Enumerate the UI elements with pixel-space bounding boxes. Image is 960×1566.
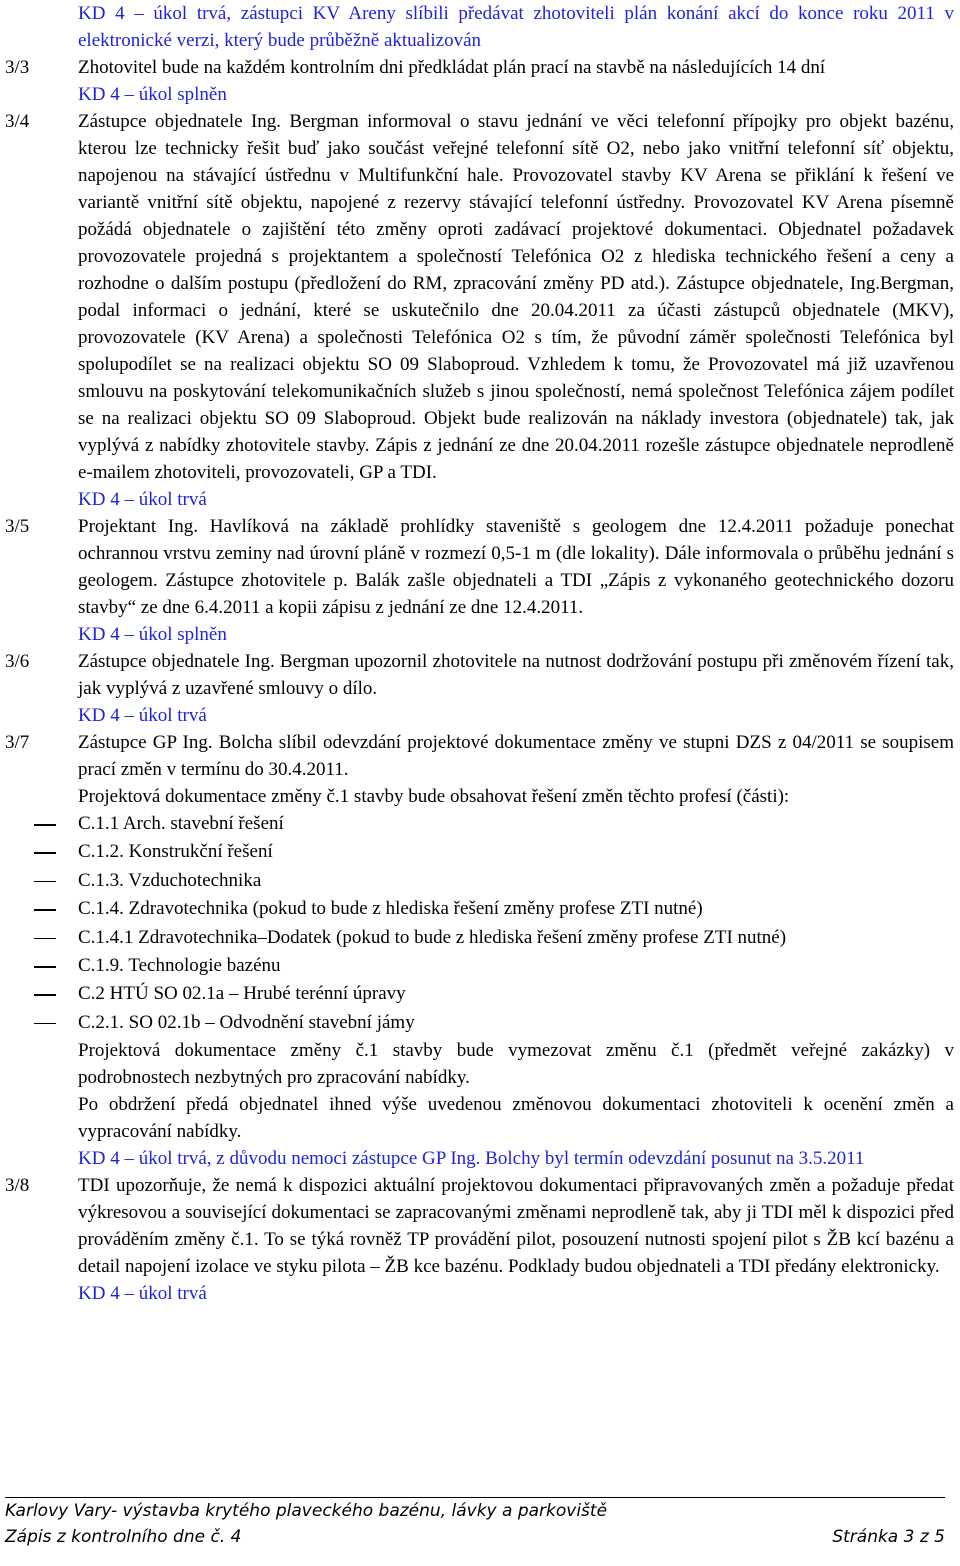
dash-bullet xyxy=(34,938,56,940)
item-3-7 xyxy=(0,729,960,810)
list-item: C.1.2. Konstrukční řešení xyxy=(0,838,960,866)
status-note: KD 4 – úkol splněn xyxy=(78,84,227,105)
item-3-7-continued xyxy=(0,1037,960,1172)
footer-project-title: Karlovy Vary- výstavba krytého plaveckého bazénu, lávky a parkoviště xyxy=(5,1501,608,1521)
dash-bullet xyxy=(34,824,56,826)
item-text: Zhotovitel bude na každém kontrolním dni předkládat plán prací na stavbě na následujících 14 dní xyxy=(78,57,826,78)
page-footer xyxy=(5,1497,945,1550)
item-text: Zástupce objednatele Ing. Bergman informoval o stavu jednání ve věci telefonní přípojky pro objekt bazénu, kterou lze technicky řešit buď jako součást veřejné telefonní sítě O2, nebo jako vnitřní telefonní síť objektu, napojenou na stávající ústřednu v Multifunkční hale. Provozovatel stavby KV Arena se přiklání k řešení ve variantě vnitřní sítě objektu, napojené z rezervy stávající telefonní ústředny. Provozovatel KV Arena písemně požádá objednatele o zajištění této změny oproti zadávací projektové dokumentaci. Objednatel požadavek provozovatele projedná s projektantem a společností Telefónica O2 z hlediska technického řešení a ceny a rozhodne o dalším postupu (předložení do RM, zpracování změny PD atd.). Zástupce objednatele, Ing.Bergman, podal informaci o jednání, které se uskutečnilo dne 20.04.2011 za účasti zástupců objednatele (MKV), provozovatele (KV Arena) a společnosti Telefónica O2 s tím, že původní záměr společnosti Telefónica byl spolupodílet se na realizaci objektu SO 09 Slaboproud. Vzhledem k tomu, že Provozovatel má již uzavřenou smlouvu na poskytování telekomunikačních služeb s jinou společností, nemá společnost Telefónica zájem podílet se na realizaci objektu SO 09 Slaboproud. Objekt bude realizován na náklady investora (objednatele) tak, jak vyplývá z nabídky zhotovitele stavby. Zápis z jednání ze dne 20.04.2011 rozešle zástupce objednatele neprodleně e-mailem zhotoviteli, provozovateli, GP a TDI. xyxy=(78,111,954,483)
status-note: KD 4 – úkol trvá xyxy=(78,489,207,510)
footer-document-name: Zápis z kontrolního dne č. 4 xyxy=(5,1527,242,1547)
item-text: Projektová dokumentace změny č.1 stavby bude obsahovat řešení změn těchto profesí (části): xyxy=(78,786,790,807)
item-number: 3/3 xyxy=(5,57,30,78)
item-text: Projektová dokumentace změny č.1 stavby bude vymezovat změnu č.1 (předmět veřejné zakázky) v podrobnostech nezbytných pro zpracování nabídky. xyxy=(78,1040,954,1089)
list-item: C.1.1 Arch. stavební řešení xyxy=(0,810,960,838)
dash-bullet xyxy=(34,1023,56,1025)
dash-list xyxy=(0,810,960,1037)
item-3-4 xyxy=(0,108,960,513)
item-number: 3/8 xyxy=(5,1175,30,1197)
item-text: Zástupce objednatele Ing. Bergman upozornil zhotovitele na nutnost dodržování postupu při změnovém řízení tak, jak vyplývá z uzavřené smlouvy o dílo. xyxy=(78,651,954,699)
list-item: C.1.9. Technologie bazénu xyxy=(0,952,960,980)
dash-bullet xyxy=(34,852,56,854)
dash-bullet xyxy=(34,966,56,968)
dash-bullet xyxy=(34,994,56,996)
status-note: KD 4 – úkol trvá, zástupci KV Areny slíbili předávat zhotoviteli plán konání akcí do konce roku 2011 v elektronické verzi, který bude průběžně aktualizován xyxy=(78,3,954,51)
status-note: KD 4 – úkol trvá xyxy=(78,705,207,726)
item-text: Projektant Ing. Havlíková na základě prohlídky staveniště s geologem dne 12.4.2011 požaduje ponechat ochrannou vrstvu zeminy nad úrovní pláně v rozmezí 0,5-1 m (dle lokality). Dále informovala o průběhu jednání s geologem. Zástupce zhotovitele p. Balák zašle objednateli a TDI „Zápis z vykonaného geotechnického dozoru stavby“ ze dne 6.4.2011 a kopii zápisu z jednání ze dne 12.4.2011. xyxy=(78,516,954,618)
item-3-3 xyxy=(0,54,960,108)
item-text: Zástupce GP Ing. Bolcha slíbil odevzdání projektové dokumentace změny ve stupni DZS z 04/2011 se soupisem prací změn v termínu do 30.4.2011. xyxy=(78,732,954,780)
list-item: C.1.3. Vzduchotechnika xyxy=(0,867,960,895)
item-text: TDI upozorňuje, že nemá k dispozici aktuální projektovou dokumentaci připravovaných změn a požaduje předat výkresovou a související dokumentaci se zapracovanými změnami neprodleně tak, aby ji TDI měl k dispozici před prováděním změny č.1. To se týká rovněž TP provádění pilot, posouzení nutnosti spojení pilot s ŽB kcí bazénu a detail napojení izolace ve styku pilota – ŽB kce bazénu. Podklady budou objednateli a TDI předány elektronicky. xyxy=(78,1175,954,1278)
item-number: 3/6 xyxy=(5,651,30,672)
item-number: 3/5 xyxy=(5,516,30,537)
item-3-6 xyxy=(0,648,960,729)
footer-row xyxy=(5,1524,945,1550)
item-carryover xyxy=(0,0,960,54)
status-note: KD 4 – úkol splněn xyxy=(78,624,227,645)
item-3-5 xyxy=(0,513,960,648)
status-note: KD 4 – úkol trvá xyxy=(78,1283,207,1305)
list-item: C.2.1. SO 02.1b – Odvodnění stavební jámy xyxy=(0,1009,960,1037)
item-text: Po obdržení předá objednatel ihned výše uvedenou změnovou dokumentaci zhotoviteli k ocenění změn a vypracování nabídky. xyxy=(78,1094,954,1143)
list-item: C.2 HTÚ SO 02.1a – Hrubé terénní úpravy xyxy=(0,980,960,1008)
list-item: C.1.4.1 Zdravotechnika–Dodatek (pokud to bude z hlediska řešení změny profese ZTI nutné) xyxy=(0,924,960,952)
dash-bullet xyxy=(34,909,56,911)
footer-page-number: Stránka 3 z 5 xyxy=(832,1527,945,1547)
item-number: 3/4 xyxy=(5,111,30,132)
item-number: 3/7 xyxy=(5,732,30,753)
dash-bullet xyxy=(34,881,56,883)
list-item: C.1.4. Zdravotechnika (pokud to bude z hlediska řešení změny profese ZTI nutné) xyxy=(0,895,960,923)
status-note: KD 4 – úkol trvá, z důvodu nemoci zástupce GP Ing. Bolchy byl termín odevzdání posunut na 3.5.2011 xyxy=(78,1148,865,1170)
item-3-8 xyxy=(0,1172,960,1307)
